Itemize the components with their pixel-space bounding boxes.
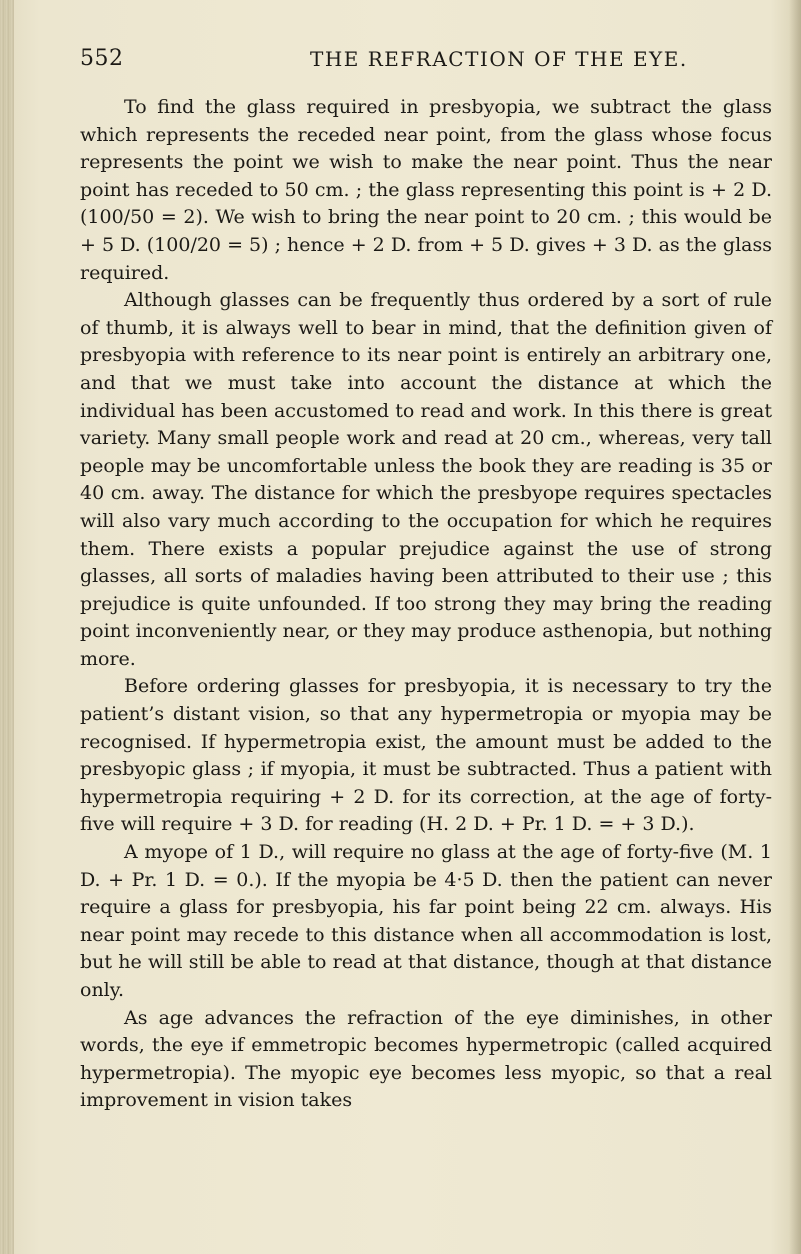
paragraph-myope: A myope of 1 D., will require no glass at the age of forty-five (M. 1 D. + Pr. 1 D. = 0.). If the myopia be 4·5 D. then the patient can never require a glass for presbyopia, his far point being 22 cm. always. His near point may recede to this distance when all accommodation is lost, but he will still be able to read at that distance, though at that distance only.	[80, 841, 772, 1001]
page-number: 552	[80, 46, 124, 71]
paragraph-distant-vision: Before ordering glasses for presbyopia, it is necessary to try the patient’s distant vision, so that any hypermetropia or myopia may be recognised. If hypermetropia exist, the amount must be added to the presbyopic glass ; if myopia, it must be subtracted. Thus a patient with hypermetropia requiring + 2 D. for its correction, at the age of forty-five will require + 3 D. for reading (H. 2 D. + Pr. 1 D. = + 3 D.).	[80, 675, 772, 836]
paragraph-age-refraction: As age advances the refraction of the eye diminishes, in other words, the eye if emmetropic becomes hypermetropic (called acquired hypermetropia). The myopic eye becomes less myopic, so that a real improvement in vision takes	[80, 1006, 772, 1112]
page-header	[80, 46, 770, 80]
page-edge-shadow	[789, 0, 801, 1254]
body-text	[80, 94, 772, 1115]
paragraph-rule-of-thumb: Although glasses can be frequently thus ordered by a sort of rule of thumb, it is always well to bear in mind, that the definition given of presbyopia with reference to its near point is entirely an arbitrary one, and that we must take into account the distance at which the individual has been accustomed to read and work. In this there is great variety. Many small people work and read at 20 cm., whereas, very tall people may be uncomfortable unless the book they are reading is 35 or 40 cm. away. The distance for which the presbyope requires spectacles will also vary much according to the occupation for which he requires them. There exists a popular prejudice against the use of strong glasses, all sorts of maladies having been attributed to their use ; this prejudice is quite unfounded. If too strong they may bring the reading point inconveniently near, or they may produce asthenopia, but nothing more.	[80, 289, 772, 670]
running-title: THE REFRACTION OF THE EYE.	[310, 47, 688, 71]
page-binding-edge	[0, 0, 14, 1254]
paragraph-glass-calculation: To find the glass required in presbyopia, we subtract the glass which represents the receded near point, from the glass whose focus represents the point we wish to make the near point. Thus the near point has receded to 50 cm. ; the glass representing this point is + 2 D. (100/50 = 2). We wish to bring the near point to 20 cm. ; this would be + 5 D. (100/20 = 5) ; hence + 2 D. from + 5 D. gives + 3 D. as the glass required.	[80, 96, 772, 284]
